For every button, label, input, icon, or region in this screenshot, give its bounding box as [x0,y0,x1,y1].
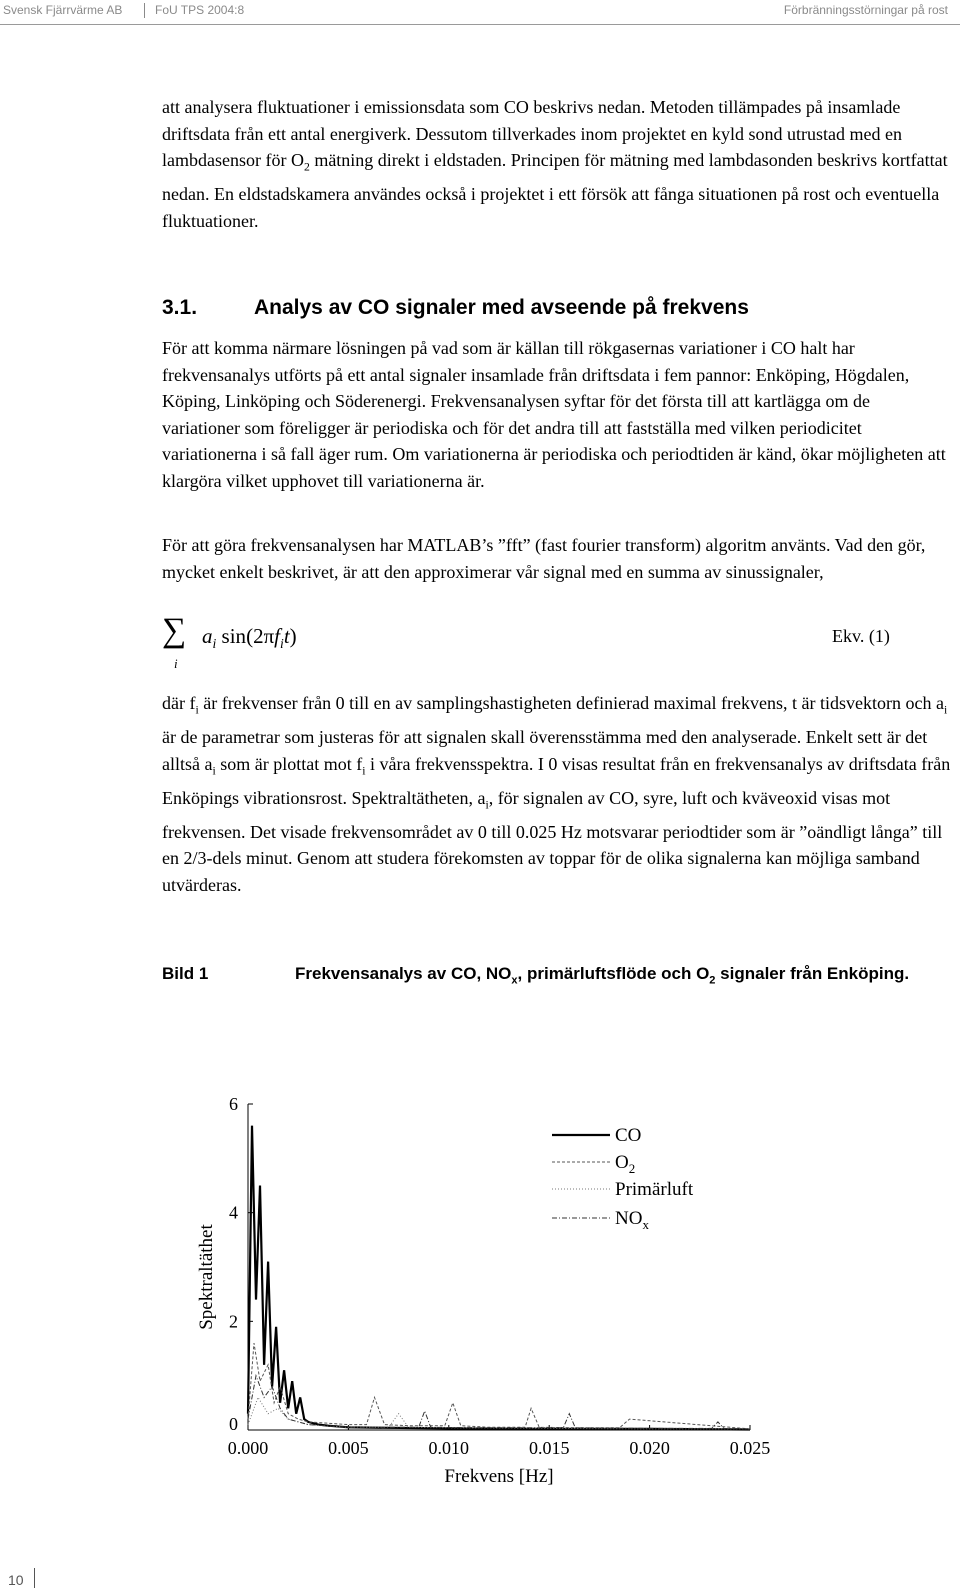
intro-text-1: att analysera fluktuationer i emissionsdata som CO beskrivs nedan. Metoden tillämpades på insamlade driftsdata från ett antal energiverk. Dessutom tillverkades inom projektet en kyld sond utrustad med en lambdasensor för O [162,97,902,170]
section-heading [162,296,749,320]
spectrum-chart [160,1080,800,1500]
equation [162,612,922,678]
section-number: 3.1. [162,296,198,319]
x-tick-label: 0.020 [629,1438,670,1458]
header-separator [144,3,145,18]
y-axis-label: Spektraltäthet [196,1224,217,1330]
y-tick-label: 0 [229,1414,238,1434]
x-axis-label: Frekvens [Hz] [444,1466,554,1487]
legend-label: $NO_x$ [615,1208,649,1232]
figure-label: Bild 1 [162,964,209,983]
equation-label: Ekv. (1) [832,626,890,646]
intro-paragraph [162,94,952,234]
paragraph-1: För att komma närmare lösningen på vad som är källan till rökgasernas variationer i CO halt har frekvensanalys utförts på ett antal signaler insamlade från driftsdata i fem pannor: Enköping, Högdalen, Köping, Linköping och Söderenergi. Frekvensanalysen syftar för det första till att kartlägga om de variationer som föreligger är periodiska och för det andra till att fastställa med vilken periodicitet variationerna i så fall äger rum. Om variationerna är periodiska och periodtiden är känd, ökar möjligheten att klargöra vilket upphovet till variationerna är. [162,338,946,491]
figure-caption: Frekvensanalys av CO, $NO_x$, primärluftsflöde och $O_2$ signaler från Enköping. [295,964,910,987]
header-rule [0,24,960,25]
footer-separator [34,1568,35,1588]
x-tick-label: 0.010 [428,1438,470,1458]
series-line-nox [248,1376,750,1429]
intro-text-2: mätning direkt i eldstaden. Principen för mätning med lambdasonden beskrivs kortfattat nedan. En eldstadskamera användes också i projektet i ett försök att fånga situationen på rost och eventuella fluktuationer. [162,150,948,231]
x-tick-label: 0.000 [227,1438,269,1458]
legend-label: $O_2$ [615,1152,636,1176]
x-tick-label: 0.015 [528,1438,570,1458]
y-tick-label: 6 [229,1094,238,1114]
equation-expression: $a_i$ $\sin(2\pi f_it)$ [202,624,297,652]
series-line-o2 [248,1343,750,1429]
page-number: 10 [8,1572,24,1588]
x-tick-label: 0.005 [328,1438,369,1458]
x-tick-label: 0.025 [729,1438,771,1458]
paragraph-2: För att göra frekvensanalysen har MATLAB’s ”fft” (fast fourier transform) algoritm använts. Vad den gör, mycket enkelt beskrivet, är att den approximerar vår signal med en summa av sinussignaler, [162,535,926,582]
legend-label: Primärluft [615,1179,694,1200]
header-title: Förbränningsstörningar på rost [783,3,948,17]
paragraph-3: där $f_i$ är frekvenser från 0 till en av samplingshastigheten definierad maximal frekvens, t är tidsvektorn och $a_i$ är de parametrar som justeras för att signalen skall överensstämma med den analyserade. Enkelt sett är det alltså $a_i$ som är plottat mot $f_i$ i våra frekvensspektra. I 0 visas resultat från en frekvensanalys av driftsdata från Enköpings vibrationsrost. Spektraltätheten, $a_i$, för signalen av CO, syre, luft och kväveoxid visas mot frekvensen. Det visade frekvensområdet av 0 till 0.025 Hz motsvarar periodtider som är ”oändligt långa” till en 2/3-dels minut. Genom att studera förekomsten av toppar för de olika signalerna kan möjliga samband utvärderas. [162,693,951,895]
y-tick-label: 4 [229,1202,238,1223]
sum-symbol: ∑ [162,612,187,649]
page-header [0,0,960,22]
legend-label: CO [615,1125,642,1146]
section-title: Analys av CO signaler med avseende på frekvens [254,296,749,319]
sum-index: i [174,656,178,671]
header-org: Svensk Fjärrvärme AB [3,3,123,17]
series-line-co [248,1126,750,1430]
header-report: FoU TPS 2004:8 [155,3,245,17]
y-tick-label: 2 [229,1311,238,1332]
intro-subscript: 2 [303,160,310,174]
